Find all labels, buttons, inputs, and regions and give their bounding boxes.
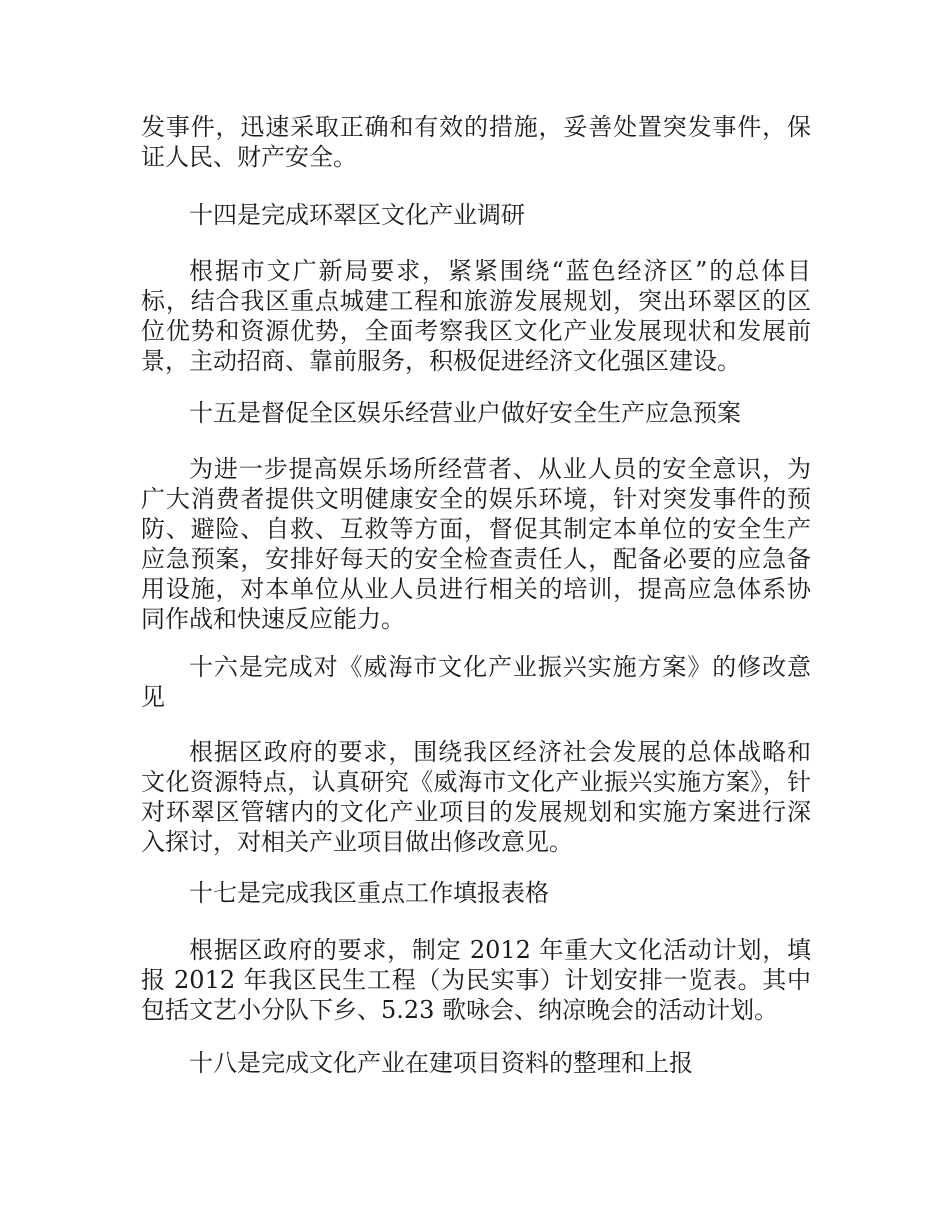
section-heading-17: 十七是完成我区重点工作填报表格 (189, 879, 549, 907)
paragraph-16-body: 根据区政府的要求，围绕我区经济社会发展的总体战略和文化资源特点，认真研究《威海市文化产业振兴实施方案》，针对环翠区管辖内的文化产业项目的发展规划和实施方案进行深入探讨，对相关产业项目做出修改意见。 (141, 738, 811, 856)
section-heading-14: 十四是完成环翠区文化产业调研 (189, 201, 525, 229)
paragraph-continuation: 发事件，迅速采取正确和有效的措施，妥善处置突发事件，保证人民、财产安全。 (141, 113, 811, 171)
paragraph-17-body: 根据区政府的要求，制定 2012 年重大文化活动计划，填报 2012 年我区民生工程（为民实事）计划安排一览表。其中包括文艺小分队下乡、5.23 歌咏会、纳凉晚会的活动计划。 (141, 936, 811, 1024)
section-heading-15: 十五是督促全区娱乐经营业户做好安全生产应急预案 (189, 399, 741, 427)
section-heading-18: 十八是完成文化产业在建项目资料的整理和上报 (189, 1049, 693, 1077)
paragraph-15-body: 为进一步提高娱乐场所经营者、从业人员的安全意识，为广大消费者提供文明健康安全的娱乐环境，针对突发事件的预防、避险、自救、互救等方面，督促其制定本单位的安全生产应急预案，安排好每天的安全检查责任人，配备必要的应急备用设施，对本单位从业人员进行相关的培训，提高应急体系协同作战和快速反应能力。 (141, 455, 811, 633)
section-heading-16: 十六是完成对《威海市文化产业振兴实施方案》的修改意见 (141, 653, 811, 711)
paragraph-14-body: 根据市文广新局要求，紧紧围绕“蓝色经济区”的总体目标，结合我区重点城建工程和旅游发展规划，突出环翠区的区位优势和资源优势，全面考察我区文化产业发展现状和发展前景，主动招商、靠前服务，积极促进经济文化强区建设。 (141, 257, 811, 375)
